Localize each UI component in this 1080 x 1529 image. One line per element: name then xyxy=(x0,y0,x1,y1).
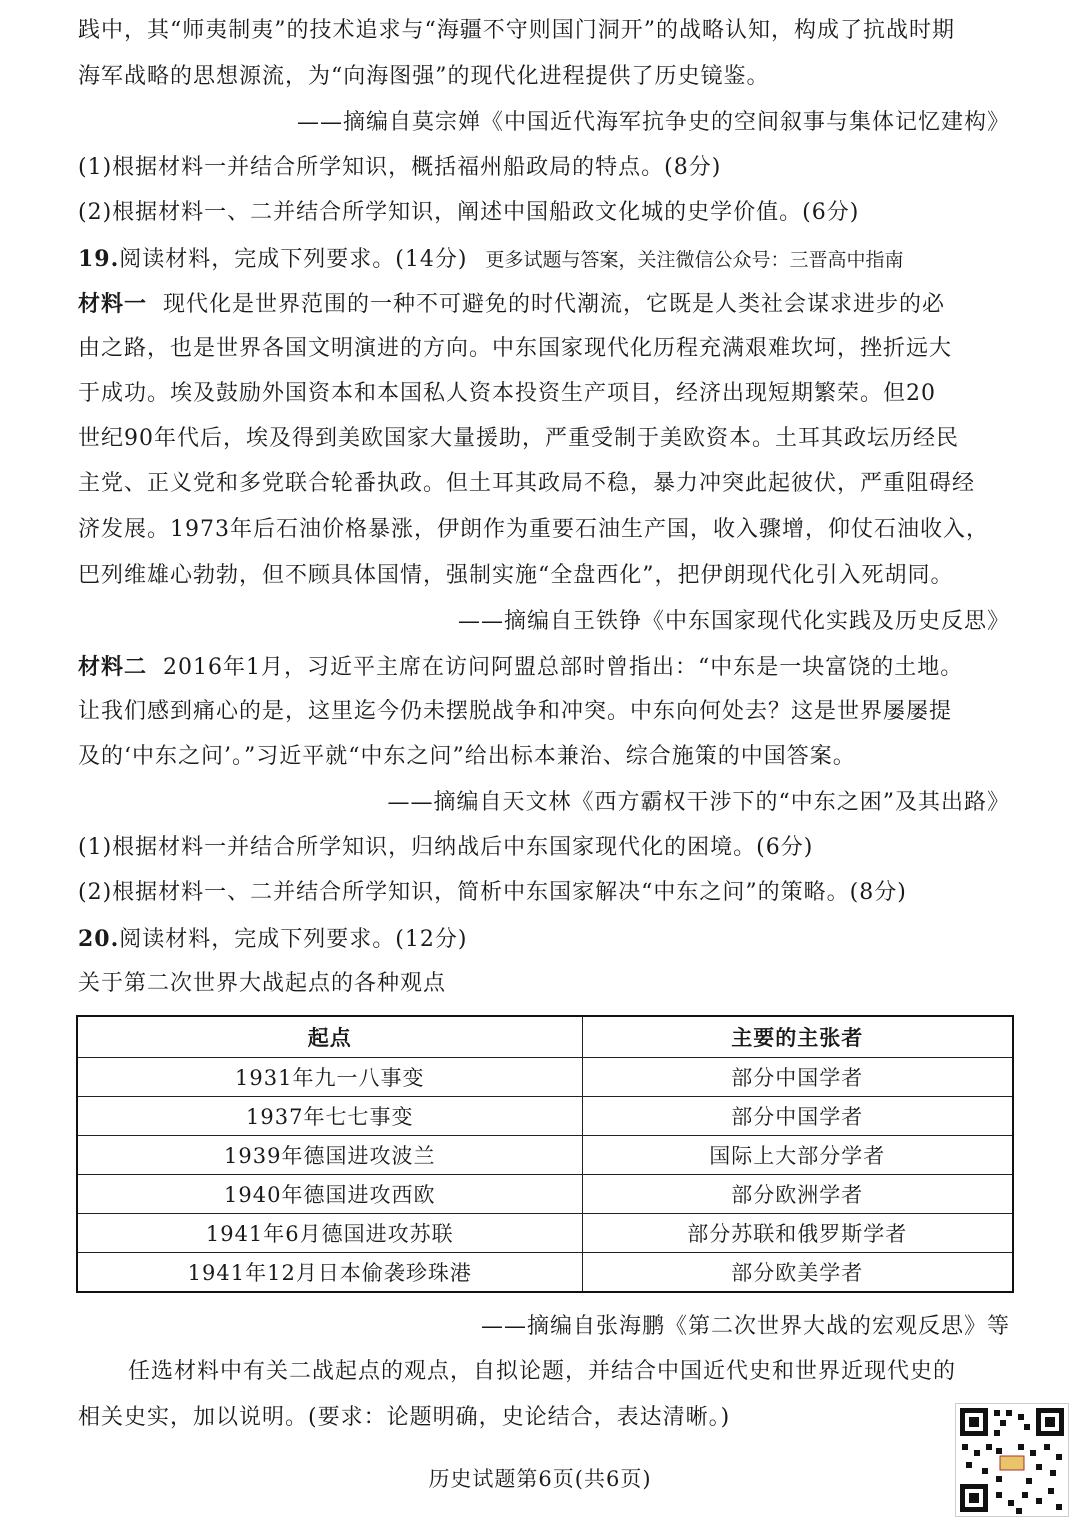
table-cell: 1941年12月日本偷袭珍珠港 xyxy=(77,1253,582,1293)
table-cell: 1931年九一八事变 xyxy=(77,1058,582,1097)
table-row xyxy=(77,1253,1013,1293)
table-cell: 1937年七七事变 xyxy=(77,1097,582,1136)
text-line: 任选材料中有关二战起点的观点，自拟论题，并结合中国近代史和世界近现代史的 xyxy=(128,1359,957,1384)
text-line: 践中，其“师夷制夷”的技术追求与“海疆不守则国门洞开”的战略认知，构成了抗战时期 xyxy=(78,18,955,43)
material-2-first-line xyxy=(78,652,1018,683)
material-label: 材料一 xyxy=(78,291,148,317)
table-cell: 1939年德国进攻波兰 xyxy=(77,1136,582,1175)
ww2-start-views-table xyxy=(76,1015,1014,1293)
table-header-cell: 起点 xyxy=(77,1016,582,1058)
text-line: 主党、正义党和多党联合轮番执政。但土耳其政局不稳，暴力冲突此起彼伏，严重阻碍经 xyxy=(78,471,976,496)
question-19-stem xyxy=(78,244,1018,275)
text-line: 海军战略的思想源流，为“向海图强”的现代化进程提供了历史镜鉴。 xyxy=(78,64,770,89)
text-line: 现代化是世界范围的一种不可避免的时代潮流，它既是人类社会谋求进步的必 xyxy=(163,292,946,317)
sub-question: (2)根据材料一、二并结合所学知识，简析中东国家解决“中东之问”的策略。(8分) xyxy=(78,880,907,905)
table-cell: 部分中国学者 xyxy=(582,1097,1013,1136)
sub-question: (1)根据材料一并结合所学知识，概括福州船政局的特点。(8分) xyxy=(78,155,722,180)
table-row xyxy=(77,1097,1013,1136)
table-cell: 1940年德国进攻西欧 xyxy=(77,1175,582,1214)
question-stem: 阅读材料，完成下列要求。(12分) xyxy=(119,927,468,952)
question-number: 19. xyxy=(78,246,120,272)
text-line: 由之路，也是世界各国文明演进的方向。中东国家现代化历程充满艰难坎坷，挫折远大 xyxy=(78,336,953,361)
text-line: 及的‘中东之问’。”习近平就“中东之问”给出标本兼治、综合施策的中国答案。 xyxy=(78,744,856,769)
table-cell: 部分苏联和俄罗斯学者 xyxy=(582,1214,1013,1253)
text-line: 相关史实，加以说明。(要求：论题明确，史论结合，表达清晰。) xyxy=(78,1405,731,1430)
table-cell: 1941年6月德国进攻苏联 xyxy=(77,1214,582,1253)
material-label: 材料二 xyxy=(78,654,148,680)
table-cell: 部分中国学者 xyxy=(582,1058,1013,1097)
sub-question: (2)根据材料一、二并结合所学知识，阐述中国船政文化城的史学价值。(6分) xyxy=(78,200,860,225)
table-row xyxy=(77,1175,1013,1214)
text-line: 世纪90年代后，埃及得到美欧国家大量援助，严重受制于美欧资本。土耳其政坛历经民 xyxy=(78,426,959,451)
table-header-row xyxy=(77,1016,1013,1058)
promo-hint: 更多试题与答案，关注微信公众号：三晋高中指南 xyxy=(485,249,904,271)
text-line: 于成功。埃及鼓励外国资本和本国私人资本投资生产项目，经济出现短期繁荣。但20 xyxy=(78,381,936,406)
table-cell: 国际上大部分学者 xyxy=(582,1136,1013,1175)
table-row xyxy=(77,1214,1013,1253)
qr-code-icon xyxy=(955,1403,1069,1517)
question-stem: 阅读材料，完成下列要求。(14分) xyxy=(119,247,468,272)
text-line: 巴列维雄心勃勃，但不顾具体国情，强制实施“全盘西化”，把伊朗现代化引入死胡同。 xyxy=(78,563,954,588)
question-20-stem xyxy=(78,924,1018,955)
text-line: 2016年1月，习近平主席在访问阿盟总部时曾指出：“中东是一块富饶的土地。 xyxy=(163,655,964,680)
sub-question: (1)根据材料一并结合所学知识，归纳战后中东国家现代化的困境。(6分) xyxy=(78,835,814,860)
table-row xyxy=(77,1058,1013,1097)
page-footer: 历史试题第6页(共6页) xyxy=(428,1467,652,1491)
source-citation: ——摘编自天文林《西方霸权干涉下的“中东之困”及其出路》 xyxy=(387,790,1010,815)
source-citation: ——摘编自张海鹏《第二次世界大战的宏观反思》等 xyxy=(480,1314,1010,1339)
source-citation: ——摘编自莫宗婵《中国近代海军抗争史的空间叙事与集体记忆建构》 xyxy=(296,110,1010,135)
table-cell: 部分欧洲学者 xyxy=(582,1175,1013,1214)
table-row xyxy=(77,1136,1013,1175)
material-1-first-line xyxy=(78,289,1018,320)
table-title: 关于第二次世界大战起点的各种观点 xyxy=(78,971,447,996)
text-line: 让我们感到痛心的是，这里迄今仍未摆脱战争和冲突。中东向何处去？这是世界屡屡提 xyxy=(78,699,953,724)
source-citation: ——摘编自王铁铮《中东国家现代化实践及历史反思》 xyxy=(457,609,1010,634)
question-number: 20. xyxy=(78,926,120,952)
table-cell: 部分欧美学者 xyxy=(582,1253,1013,1293)
text-line: 济发展。1973年后石油价格暴涨，伊朗作为重要石油生产国，收入骤增，仰仗石油收入， xyxy=(78,517,989,542)
table-header-cell: 主要的主张者 xyxy=(582,1016,1013,1058)
